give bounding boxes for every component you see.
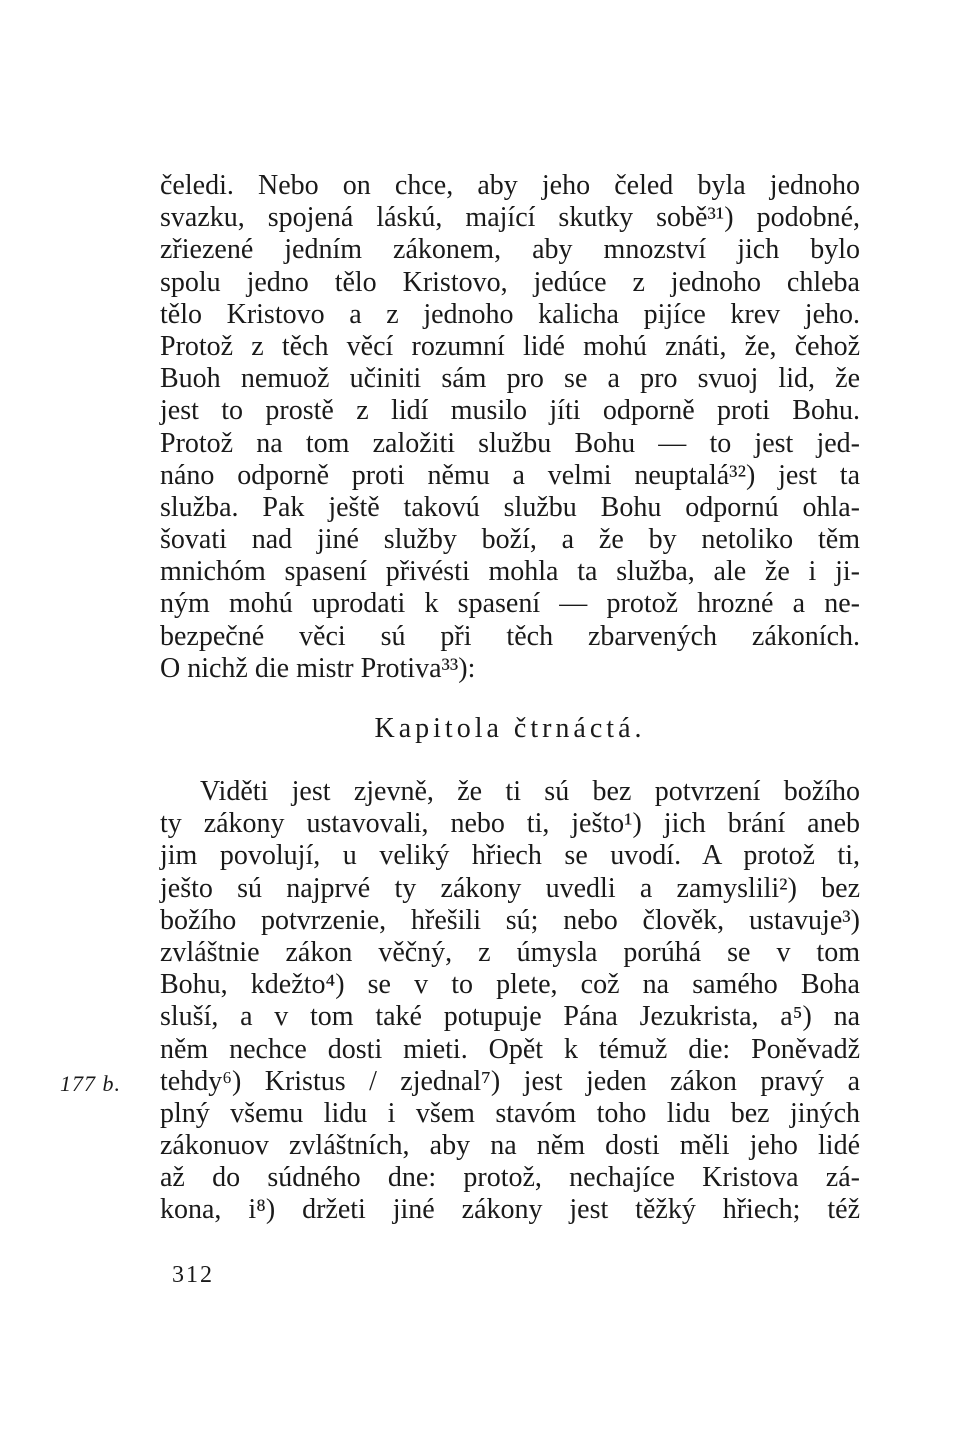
text-line: Viděti jest zjevně, že ti sú bez potvrzení božího — [200, 776, 860, 807]
text-line: ty zákony ustavovali, nebo ti, ješto¹) jich brání aneb — [160, 808, 860, 840]
text-line: služba. Pak ještě takovú službu Bohu odpornú ohla- — [160, 491, 860, 523]
text-line: čeledi. Nebo on chce, aby jeho čeled byla jednoho — [160, 170, 860, 201]
text-line: svazku, spojená láskú, mající skutky sobě³¹) podobné, — [160, 202, 860, 234]
text-line: bezpečné věci sú při těch zbarvených zákoních. — [160, 620, 860, 652]
text-line: náno odporně proti němu a velmi neuptalá³²) jest ta — [160, 459, 860, 491]
text-line: jest to prostě z lidí musilo jíti odporně proti Bohu. — [160, 395, 860, 427]
text-line: Protož na tom založiti službu Bohu — to jest jed- — [160, 427, 860, 459]
text-line: tělo Kristovo a z jednoho kalicha pijíce krev jeho. — [160, 298, 860, 330]
margin-folio-note: 177 b. — [60, 1071, 121, 1096]
text-line: Buoh nemuož učiniti sám pro se a pro svuoj lid, že — [160, 363, 860, 395]
text-line: Protož z těch věcí rozumní lidé mohú znáti, že, čehož — [160, 330, 860, 362]
text-line: sluší, a v tom také potupuje Pána Jezukrista, a⁵) na — [160, 1001, 860, 1033]
text-line: mnichóm spasení přivésti mohla ta služba, ale že i ji- — [160, 556, 860, 588]
text-line: božího potvrzenie, hřešili sú; nebo člověk, ustavuje³) — [160, 904, 860, 936]
text-line: ješto sú najprvé ty zákony uvedli a zamyslili²) bez — [160, 872, 860, 904]
text-line: O nichž die mistr Protiva³³): — [160, 652, 476, 684]
page-number: 312 — [172, 1262, 214, 1288]
text-line: zřiezené jedním zákonem, aby mnozství jich bylo — [160, 234, 860, 266]
text-line: kona, i⁸) držeti jiné zákony jest těžký hřiech; též — [160, 1194, 860, 1226]
text-line: zákonuov zvláštních, aby na něm dosti měli jeho lidé — [160, 1130, 860, 1162]
body-text-section-1 — [160, 170, 860, 685]
text-line: jim povolují, u veliký hřiech se uvodí. A protož ti, — [160, 840, 860, 872]
text-line: šovati nad jiné služby boží, a že by netoliko těm — [160, 524, 860, 556]
text-line: plný všemu lidu i všem stavóm toho lidu bez jiných — [160, 1097, 860, 1129]
chapter-heading: Kapitola čtrnáctá. — [374, 713, 646, 744]
text-line: tehdy⁶) Kristus / zjednal⁷) jest jeden zákon pravý a — [160, 1065, 860, 1097]
body-text-section-2 — [160, 776, 860, 1227]
text-line: zvláštnie zákon věčný, z úmysla porúhá se v tom — [160, 936, 860, 968]
text-line: Bohu, kdežto⁴) se v to plete, což na samého Boha — [160, 969, 860, 1001]
text-line: až do súdného dne: protož, nechajíce Kristova zá- — [160, 1162, 860, 1194]
text-line: ným mohú uprodati k spasení — protož hrozné a ne- — [160, 588, 860, 620]
text-line: spolu jedno tělo Kristovo, jedúce z jednoho chleba — [160, 266, 860, 298]
text-line: něm nechce dosti mieti. Opět k témuž die: Poněvadž — [160, 1033, 860, 1065]
